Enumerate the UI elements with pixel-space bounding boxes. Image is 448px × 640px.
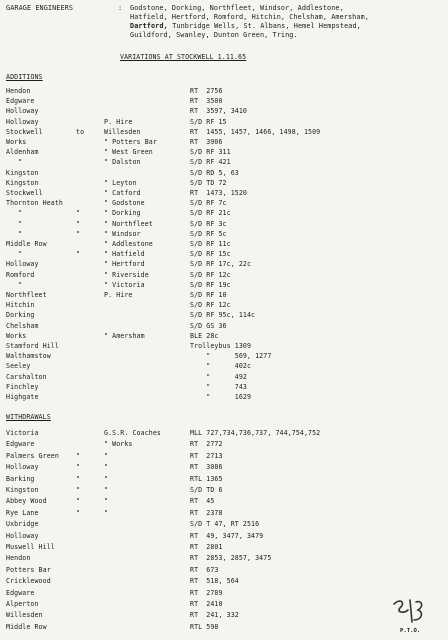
additions-row-28-col-d: " 492	[190, 372, 247, 381]
additions-row-18-col-a: Romford	[6, 270, 35, 279]
additions-row-25-col-a: Stamford Hill	[6, 342, 59, 350]
header-line-4: Guildford, Swanley, Dunton Green, Tring.	[130, 31, 298, 39]
withdrawals-row-2-col-d: RT 2713	[190, 451, 223, 460]
additions-row-24-col-c: " Amersham	[104, 331, 145, 340]
additions-row-3-col-c: P. Hire	[104, 117, 133, 126]
additions-row-13-col-a: "	[6, 219, 23, 228]
additions-row-11-col-d: S/D RF 7c	[190, 199, 227, 208]
additions-row-21-col-d: S/D RF 12c	[190, 301, 231, 310]
additions-row-17-col-c: " Hertford	[104, 260, 145, 269]
additions-row-19-col-c: " Victoria	[104, 280, 145, 289]
additions-row-26-col-a: Walthamstow	[6, 352, 51, 361]
additions-row-12-col-d: S/D RF 21c	[190, 209, 231, 218]
additions-row-13-col-b: "	[76, 219, 81, 228]
additions-row-3-col-d: S/D RF 15	[190, 117, 227, 126]
additions-row-14-col-c: " Windsor	[104, 229, 141, 238]
additions-row-11-col-a: Thornton Heath	[6, 199, 63, 208]
withdrawals-row-1-col-d: RT 2772	[190, 440, 223, 449]
withdrawals-heading: WITHDRAWALS	[6, 413, 51, 421]
withdrawals-row-6-col-a: Abbey Wood	[6, 497, 47, 506]
additions-row-24-col-a: Works	[6, 331, 27, 340]
withdrawals-row-5-col-a: Kingston	[6, 486, 39, 494]
additions-row-3-col-a: Holloway	[6, 117, 39, 126]
additions-row-16-col-b: "	[76, 250, 81, 259]
withdrawals-row-6-col-d: RT 45	[190, 497, 215, 506]
withdrawals-row-3-col-a: Holloway	[6, 463, 39, 472]
withdrawals-row-2-col-c: "	[104, 451, 109, 460]
withdrawals-row-5-col-b: "	[76, 486, 81, 494]
withdrawals-row-11-col-d: RT 2853, 2857, 3475	[190, 554, 272, 563]
additions-row-13-col-d: S/D RF 3c	[190, 219, 227, 228]
withdrawals-row-0-col-c: G.S.R. Coaches	[104, 429, 161, 437]
additions-row-12-col-c: " Dorking	[104, 209, 141, 218]
additions-row-12-col-a: "	[6, 209, 23, 218]
withdrawals-row-4-col-a: Barking	[6, 474, 35, 483]
additions-row-7-col-a: "	[6, 158, 23, 167]
withdrawals-row-2-col-a: Palmers Green	[6, 451, 59, 460]
additions-row-4-col-a: Stockwell	[6, 127, 43, 136]
additions-row-30-col-a: Highgate	[6, 393, 39, 401]
additions-row-6-col-a: Aldenham	[6, 148, 39, 157]
additions-row-16-col-d: S/D RF 15c	[190, 250, 231, 259]
additions-row-19-col-a: "	[6, 280, 23, 289]
additions-row-22-col-a: Dorking	[6, 311, 35, 320]
additions-row-18-col-d: S/D RF 12c	[190, 270, 231, 279]
withdrawals-row-7-col-d: RT 2378	[190, 508, 223, 517]
additions-row-10-col-d: RT 1473, 1520	[190, 189, 247, 197]
withdrawals-row-0-col-a: Victoria	[6, 429, 39, 437]
withdrawals-row-15-col-a: Alperton	[6, 600, 39, 608]
withdrawals-row-10-col-d: RT 2801	[190, 543, 223, 551]
additions-row-0-col-d: RT 2756	[190, 87, 223, 95]
additions-row-23-col-a: Chelsham	[6, 321, 39, 330]
additions-heading: ADDITIONS	[6, 73, 43, 81]
additions-row-7-col-c: " Dalston	[104, 158, 141, 167]
additions-row-24-col-d: BLE 28c	[190, 331, 219, 340]
additions-row-0-col-a: Hendon	[6, 87, 31, 95]
withdrawals-row-4-col-d: RTL 1365	[190, 474, 223, 483]
withdrawals-row-14-col-a: Edgware	[6, 588, 35, 597]
additions-row-9-col-d: S/D TD 72	[190, 178, 227, 187]
header-line-2: Hatfield, Hertford, Romford, Hitchin, Chelsham, Amersham,	[130, 13, 369, 21]
additions-row-7-col-d: S/D RF 421	[190, 158, 231, 167]
header-colon: :	[118, 4, 123, 12]
withdrawals-row-17-col-d: RTL 598	[190, 622, 219, 631]
withdrawals-row-7-col-c: "	[104, 508, 109, 517]
withdrawals-row-13-col-a: Cricklewood	[6, 577, 51, 586]
additions-row-30-col-d: " 1629	[190, 393, 252, 401]
withdrawals-row-0-col-d: MLL 727,734,736,737, 744,754,752	[190, 429, 321, 437]
withdrawals-row-12-col-d: RT 673	[190, 565, 219, 574]
additions-row-4-col-b: to	[76, 127, 85, 136]
withdrawals-row-8-col-d: S/D T 47, RT 2516	[190, 520, 260, 529]
withdrawals-row-8-col-a: Uxbridge	[6, 520, 39, 529]
additions-row-20-col-c: P. Hire	[104, 291, 133, 299]
additions-row-17-col-d: S/D RF 17c, 22c	[190, 260, 252, 269]
additions-row-27-col-a: Seeley	[6, 362, 31, 371]
withdrawals-row-3-col-c: "	[104, 463, 109, 472]
additions-row-28-col-a: Carshalton	[6, 372, 47, 381]
additions-row-1-col-d: RT 3500	[190, 97, 223, 106]
additions-row-8-col-a: Kingston	[6, 168, 39, 177]
additions-row-16-col-a: "	[6, 250, 23, 259]
withdrawals-row-6-col-c: "	[104, 497, 109, 506]
page-title: VARIATIONS AT STOCKWELL 1.11.65	[120, 53, 247, 61]
header-line-3b: Tunbridge Wells, St. Albans, Hemel Hempstead,	[168, 22, 361, 30]
withdrawals-row-4-col-b: "	[76, 474, 81, 483]
handwritten-signature	[390, 596, 430, 626]
additions-row-21-col-a: Hitchin	[6, 301, 35, 310]
withdrawals-row-11-col-a: Hendon	[6, 554, 31, 563]
additions-row-4-col-d: RT 1455, 1457, 1466, 1498, 1509	[190, 127, 321, 136]
additions-row-5-col-d: RT 3906	[190, 138, 223, 146]
additions-row-2-col-a: Holloway	[6, 107, 39, 116]
withdrawals-row-16-col-d: RT 241, 332	[190, 611, 239, 620]
additions-row-5-col-c: " Potters Bar	[104, 138, 157, 146]
additions-row-20-col-a: Northfleet	[6, 291, 47, 299]
additions-row-25-col-d: Trolleybus 1309	[190, 342, 252, 350]
additions-row-15-col-c: " Addlestone	[104, 240, 153, 248]
additions-row-18-col-c: " Riverside	[104, 270, 149, 279]
withdrawals-row-16-col-a: Willesden	[6, 611, 43, 620]
header-line-1: Godstone, Dorking, Northfleet, Windsor, Addlestone,	[130, 4, 344, 12]
additions-row-20-col-d: S/D RF 10	[190, 291, 227, 299]
withdrawals-row-4-col-c: "	[104, 474, 109, 483]
withdrawals-row-17-col-a: Middle Row	[6, 622, 47, 631]
header-line-3a: Dartford,	[130, 22, 168, 30]
additions-row-14-col-d: S/D RF 5c	[190, 229, 227, 238]
withdrawals-row-1-col-c: " Works	[104, 440, 133, 449]
additions-row-26-col-d: " 569, 1277	[190, 352, 272, 361]
additions-row-4-col-c: Willesden	[104, 127, 141, 136]
additions-row-29-col-d: " 743	[190, 382, 247, 391]
withdrawals-row-7-col-a: Rye Lane	[6, 508, 39, 517]
additions-row-11-col-c: " Godstone	[104, 199, 145, 208]
additions-row-12-col-b: "	[76, 209, 81, 218]
additions-row-2-col-d: RT 3597, 3410	[190, 107, 247, 116]
pto-note: P.T.O.	[400, 628, 421, 634]
additions-row-16-col-c: " Hatfield	[104, 250, 145, 259]
withdrawals-row-2-col-b: "	[76, 451, 81, 460]
withdrawals-row-12-col-a: Potters Bar	[6, 565, 51, 574]
additions-row-15-col-a: Middle Row	[6, 240, 47, 248]
additions-row-14-col-b: "	[76, 229, 81, 238]
additions-row-19-col-d: S/D RF 19c	[190, 280, 231, 289]
additions-row-15-col-d: S/D RF 11c	[190, 240, 231, 248]
additions-row-9-col-c: " Leyton	[104, 178, 137, 187]
additions-row-10-col-a: Stockwell	[6, 189, 43, 197]
withdrawals-row-14-col-d: RT 2789	[190, 588, 223, 597]
withdrawals-row-6-col-b: "	[76, 497, 81, 506]
additions-row-9-col-a: Kingston	[6, 178, 39, 187]
additions-row-23-col-d: S/D GS 36	[190, 321, 227, 330]
additions-row-8-col-d: S/D RD 5, 63	[190, 168, 239, 177]
additions-row-1-col-a: Edgware	[6, 97, 35, 106]
additions-row-13-col-c: " Northfleet	[104, 219, 153, 228]
withdrawals-row-7-col-b: "	[76, 508, 81, 517]
withdrawals-row-15-col-d: RT 2410	[190, 600, 223, 608]
additions-row-27-col-d: " 402c	[190, 362, 252, 371]
withdrawals-row-10-col-a: Muswell Hill	[6, 543, 55, 551]
additions-row-14-col-a: "	[6, 229, 23, 238]
additions-row-22-col-d: S/D RF 95c, 114c	[190, 311, 256, 320]
withdrawals-row-9-col-d: RT 49, 3477, 3479	[190, 531, 264, 540]
withdrawals-row-13-col-d: RT 518, 564	[190, 577, 239, 586]
additions-row-6-col-d: S/D RF 311	[190, 148, 231, 157]
header-label: GARAGE ENGINEERS	[6, 4, 74, 12]
withdrawals-row-3-col-b: "	[76, 463, 81, 472]
additions-row-5-col-a: Works	[6, 138, 27, 146]
withdrawals-row-5-col-d: S/D TD 6	[190, 486, 223, 494]
withdrawals-row-3-col-d: RT 3086	[190, 463, 223, 472]
additions-row-17-col-a: Holloway	[6, 260, 39, 269]
additions-row-6-col-c: " West Green	[104, 148, 153, 157]
withdrawals-row-9-col-a: Holloway	[6, 531, 39, 540]
withdrawals-row-5-col-c: "	[104, 486, 109, 494]
withdrawals-row-1-col-a: Edgware	[6, 440, 35, 449]
additions-row-10-col-c: " Catford	[104, 189, 141, 197]
additions-row-29-col-a: Finchley	[6, 382, 39, 391]
